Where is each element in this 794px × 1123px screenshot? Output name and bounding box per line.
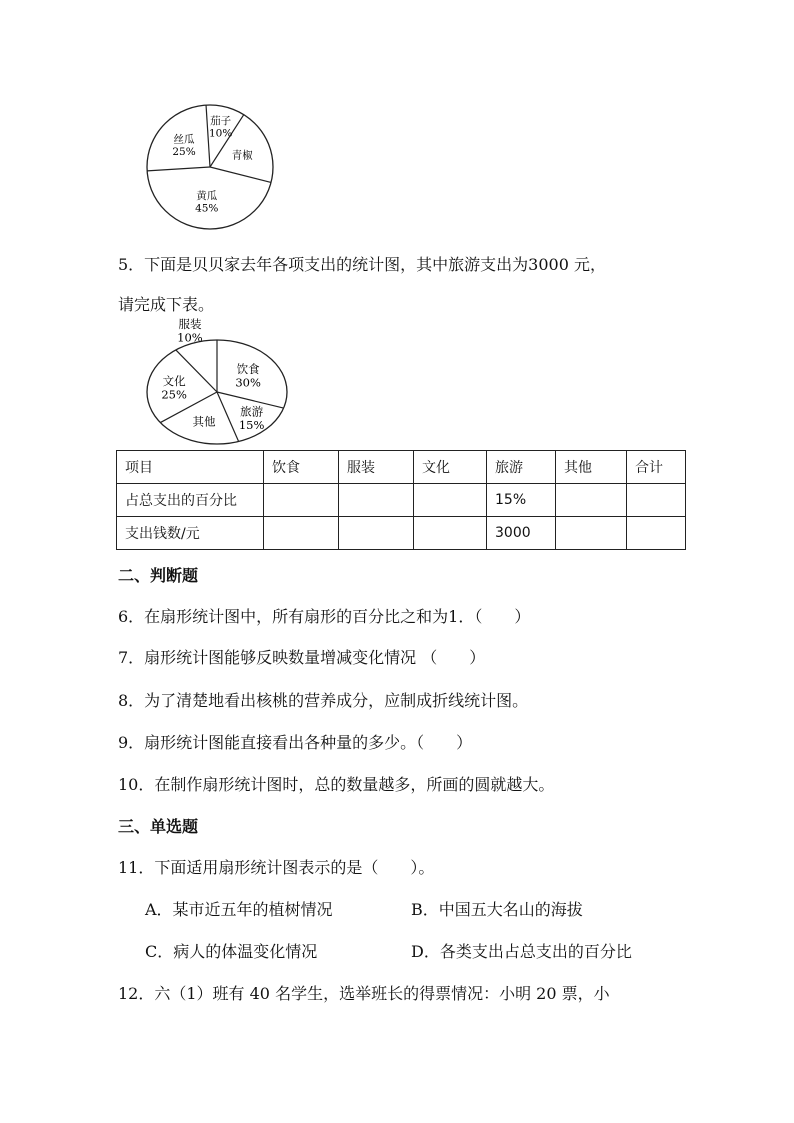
table-cell[interactable] <box>556 484 627 517</box>
table-header-cell: 项目 <box>117 451 264 484</box>
table-cell[interactable] <box>627 484 686 517</box>
question-9: 9．扇形统计图能直接看出各种量的多少。（ ） <box>118 733 473 752</box>
question-11: 11．下面适用扇形统计图表示的是（ ）。 <box>118 858 435 877</box>
table-cell[interactable] <box>339 484 414 517</box>
table-header-cell: 服装 <box>339 451 414 484</box>
table-cell: 15% <box>487 484 556 517</box>
option-c[interactable]: C．病人的体温变化情况 <box>145 942 318 961</box>
table-header-cell: 旅游 <box>487 451 556 484</box>
table-header-cell: 合计 <box>627 451 686 484</box>
table-row <box>117 484 686 517</box>
table-cell[interactable] <box>414 517 487 550</box>
question-5-line-2: 请完成下表。 <box>118 295 215 314</box>
section-3-title: 三、单选题 <box>118 817 199 836</box>
pie-slice-label: 黄瓜 <box>196 189 218 202</box>
table-cell[interactable] <box>627 517 686 550</box>
pie-slice-percent: 25% <box>172 145 196 158</box>
question-12: 12．六（1）班有 40 名学生，选举班长的得票情况：小明 20 票，小 <box>118 984 610 1003</box>
table-cell[interactable] <box>264 484 339 517</box>
table-header-cell: 其他 <box>556 451 627 484</box>
table-cell[interactable] <box>556 517 627 550</box>
pie-slice-label: 服装 <box>178 317 202 332</box>
option-a[interactable]: A．某市近五年的植树情况 <box>145 900 333 919</box>
option-d[interactable]: D．各类支出占总支出的百分比 <box>411 942 632 961</box>
table-cell[interactable] <box>264 517 339 550</box>
table-cell: 支出钱数/元 <box>117 517 264 550</box>
vegetable-pie-chart <box>140 100 280 235</box>
pie-slice-label: 文化 <box>162 373 186 388</box>
pie-slice-label: 青椒 <box>231 149 253 162</box>
table-header-cell: 饮食 <box>264 451 339 484</box>
pie-slice-percent: 25% <box>161 387 187 402</box>
question-10: 10．在制作扇形统计图时，总的数量越多，所画的圆就越大。 <box>118 775 555 794</box>
pie-slice-percent: 45% <box>195 202 219 215</box>
pie-slice-label: 饮食 <box>236 362 260 377</box>
section-2-title: 二、判断题 <box>118 566 199 585</box>
question-5-line-1: 5．下面是贝贝家去年各项支出的统计图，其中旅游支出为3000 元， <box>118 255 606 274</box>
pie-slice-percent: 15% <box>238 418 265 433</box>
pie-slice-label: 其他 <box>192 414 216 429</box>
question-8: 8．为了清楚地看出核桃的营养成分，应制成折线统计图。 <box>118 691 529 710</box>
pie-slice-percent: 10% <box>208 127 233 140</box>
expense-pie-chart <box>140 317 300 447</box>
pie-slice-label: 旅游 <box>240 404 264 419</box>
table-row <box>117 517 686 550</box>
pie-slice-label: 丝瓜 <box>173 133 195 146</box>
option-b[interactable]: B．中国五大名山的海拔 <box>411 900 583 919</box>
table-cell: 占总支出的百分比 <box>117 484 264 517</box>
expense-table <box>116 450 686 550</box>
question-6: 6．在扇形统计图中，所有扇形的百分比之和为1．（ ） <box>118 607 531 626</box>
table-header-cell: 文化 <box>414 451 487 484</box>
pie-slice-percent: 30% <box>235 375 261 390</box>
table-cell[interactable] <box>339 517 414 550</box>
pie-slice-percent: 10% <box>177 330 203 345</box>
question-7: 7．扇形统计图能够反映数量增减变化情况 （ ） <box>118 648 486 667</box>
table-header-row <box>117 451 686 484</box>
table-cell[interactable] <box>414 484 487 517</box>
table-cell: 3000 <box>487 517 556 550</box>
pie-slice-label: 茄子 <box>210 115 232 128</box>
